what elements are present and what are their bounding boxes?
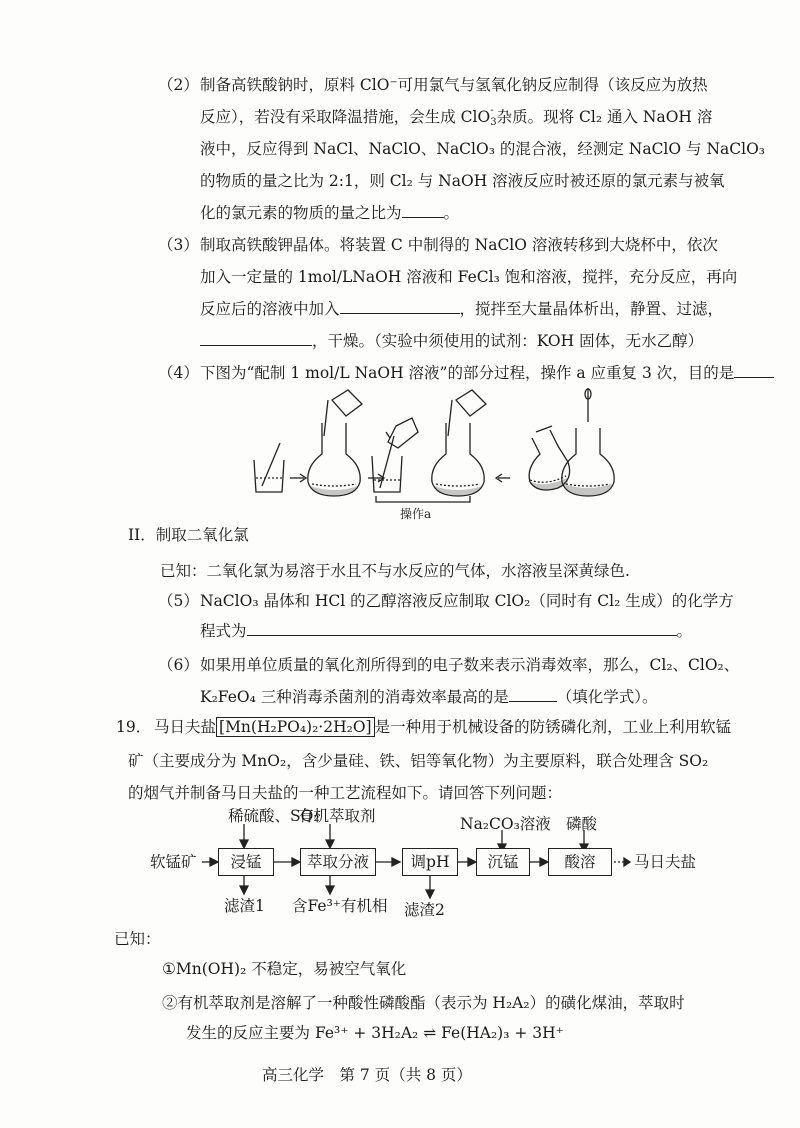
q19-line3: 的烟气并制备马日夫盐的一种工艺流程如下。请回答下列问题： bbox=[128, 784, 563, 802]
q2-line4: 的物质的量之比为 2:1，则 Cl₂ 与 NaOH 溶液反应时被还原的氯元素与被氧 bbox=[200, 172, 725, 190]
q3-line1: 制取高铁酸钾晶体。将装置 C 中制得的 NaClO 溶液转移到大烧杯中，依次 bbox=[200, 236, 718, 254]
q2-line3: 液中，反应得到 NaCl、NaClO、NaClO₃ 的混合液，经测定 NaClO 与 NaClO₃ bbox=[200, 140, 765, 158]
known2-item3: 发生的反应主要为 Fe³⁺ + 3H₂A₂ ⇌ Fe(HA₂)₃ + 3H⁺ bbox=[186, 1024, 564, 1042]
q3-line2: 加入一定量的 1mol/LNaOH 溶液和 FeCl₃ 饱和溶液，搅拌，充分反应，再向 bbox=[200, 268, 738, 286]
q2-line5: 化的氯元素的物质的量之比为 。 bbox=[200, 204, 460, 222]
q6-answer-blank[interactable] bbox=[509, 686, 557, 702]
q3-number: （3） bbox=[158, 236, 199, 254]
flow-step-acid-dissolve: 酸溶 bbox=[548, 848, 612, 876]
q2-answer-blank[interactable] bbox=[402, 202, 444, 218]
flow-end: 马日夫盐 bbox=[634, 853, 697, 871]
q6-number: （6） bbox=[158, 656, 199, 674]
section-2-known: 已知：二氧化氯为易溶于水且不与水反应的气体，水溶液呈深黄绿色. bbox=[160, 562, 630, 580]
q2-line2: 反应），若没有采取降温措施，会生成 ClO - 3杂质。现将 Cl₂ 通入 NaOH 溶 bbox=[200, 105, 713, 128]
q5-answer-blank[interactable] bbox=[247, 620, 677, 636]
q5-number: （5） bbox=[158, 592, 199, 610]
section-2-title: II．制取二氧化氯 bbox=[128, 526, 249, 544]
q3-line3: 反应后的溶液中加入 ，搅拌至大量晶体析出，静置、过滤， bbox=[200, 300, 724, 318]
q19-line2: 矿（主要成分为 MnO₂，含少量硅、铁、铝等氧化物）为主要原料，联合处理含 SO₂ bbox=[128, 752, 709, 770]
q3-answer-blank-2[interactable] bbox=[200, 330, 312, 346]
known2-item1: ①Mn(OH)₂ 不稳定，易被空气氧化 bbox=[162, 960, 407, 978]
q6-line1: 如果用单位质量的氧化剂所得到的电子数来表示消毒效率，那么，Cl₂、ClO₂、 bbox=[200, 656, 740, 674]
flow-output-organic-phase: 含Fe³⁺有机相 bbox=[292, 897, 388, 915]
q6-line2: K₂FeO₄ 三种消毒杀菌剂的消毒效率最高的是 （填化学式）。 bbox=[200, 688, 658, 706]
q3-line4: ，干燥。（实验中须使用的试剂：KOH 固体，无水乙醇） bbox=[200, 330, 703, 352]
q2-number: （2） bbox=[158, 76, 199, 94]
q4-line1: 下图为“配制 1 mol/L NaOH 溶液”的部分过程，操作 a 应重复 3 次，目的是 bbox=[200, 362, 774, 384]
q4-answer-blank[interactable] bbox=[734, 362, 774, 378]
flow-input-na2co3: Na₂CO₃溶液 bbox=[460, 815, 551, 833]
q19-number: 19． bbox=[116, 718, 152, 736]
q2-line1: 制备高铁酸钠时，原料 ClO⁻可用氯气与氢氧化钠反应制得（该反应为放热 bbox=[200, 76, 708, 94]
flow-input-extractant: 有机萃取剂 bbox=[298, 807, 376, 825]
extraction-equation: Fe³⁺ + 3H₂A₂ ⇌ Fe(HA₂)₃ + 3H⁺ bbox=[314, 1024, 564, 1042]
flow-output-residue2: 滤渣2 bbox=[404, 901, 445, 919]
flow-output-residue1: 滤渣1 bbox=[224, 897, 265, 915]
flow-step-ph: 调pH bbox=[402, 848, 458, 876]
known2-title: 已知： bbox=[114, 930, 161, 948]
page-footer: 高三化学 第 7 页（共 8 页） bbox=[262, 1066, 472, 1084]
q3-answer-blank-1[interactable] bbox=[340, 298, 460, 314]
q19-formula: [Mn(H₂PO₄)₂·2H₂O] bbox=[216, 717, 375, 737]
flow-step-precipitate: 沉锰 bbox=[476, 848, 530, 876]
q4-number: （4） bbox=[158, 364, 199, 382]
q19-line1: 马日夫盐 [Mn(H₂PO₄)₂·2H₂O] 是一种用于机械设备的防锈磷化剂，工业上利用软锰 bbox=[154, 718, 732, 736]
flow-start: 软锰矿 bbox=[150, 853, 197, 871]
known2-item2: ②有机萃取剂是溶解了一种酸性磷酸酯（表示为 H₂A₂）的磺化煤油，萃取时 bbox=[162, 994, 685, 1012]
q5-line2: 程式为 。 bbox=[200, 622, 693, 640]
flow-input-acid-so2: 稀硫酸、SO₂ bbox=[228, 807, 320, 825]
solution-preparation-figure bbox=[240, 388, 620, 523]
flow-step-leach: 浸锰 bbox=[218, 848, 274, 876]
flow-input-phosphoric-acid: 磷酸 bbox=[566, 815, 598, 833]
flow-step-extract: 萃取分液 bbox=[300, 848, 376, 876]
q5-line1: NaClO₃ 晶体和 HCl 的乙醇溶液反应制取 ClO₂（同时有 Cl₂ 生成）的化学方 bbox=[200, 592, 734, 610]
operation-a-label: 操作a bbox=[400, 507, 432, 521]
